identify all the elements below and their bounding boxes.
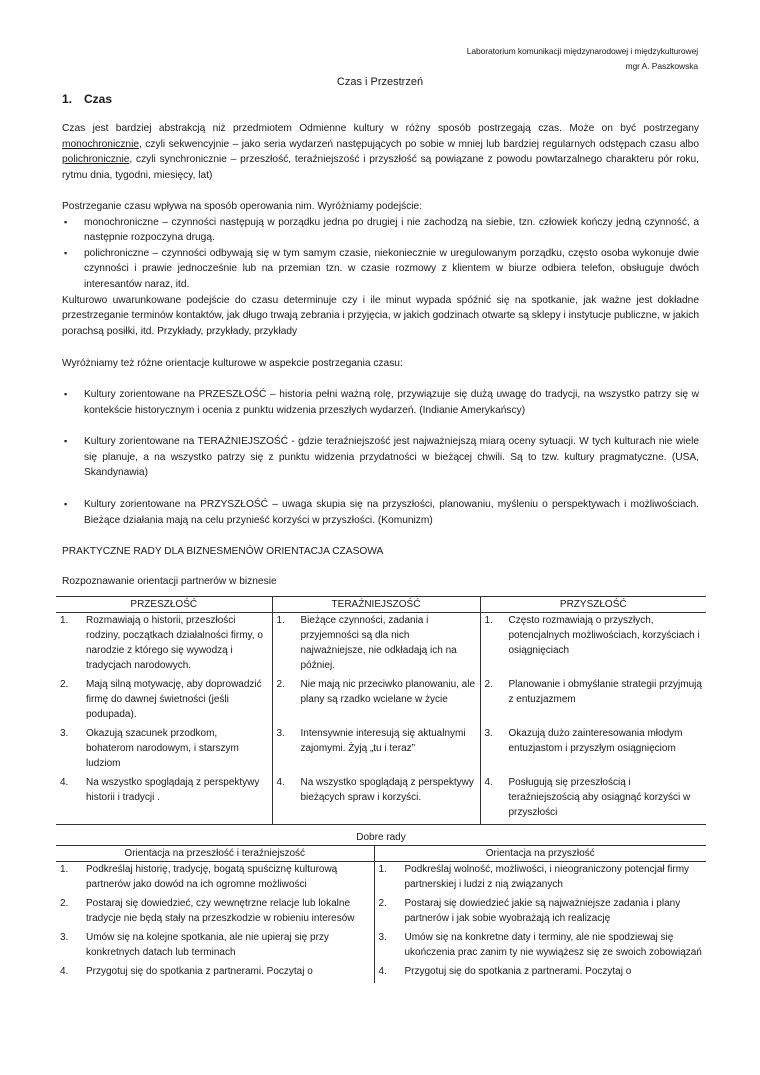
- table-row: [56, 775, 706, 825]
- table-cell: Nie mają nic przeciwko planowaniu, ale plany są rzadko wcielane w życie: [300, 679, 476, 705]
- list-item: ▪ monochroniczne – czynności następują w porządku jedna po drugiej i nie zachodzą na siebie, tzn. człowiek kończy jedną czynność, a następnie rozpoczyna drugą.: [62, 215, 699, 246]
- table-cell: Intensywnie interesują się aktualnymi zajomymi. Żyją „tu i teraz”: [300, 728, 466, 754]
- list-item: ▪ Kultury zorientowane na TERAŹNIEJSZOŚĆ - gdzie teraźniejszość jest najważniejszą miarą oceny sytuacji. W tych kulturach nie wiele się planuje, a na wszystko patrzy się z punktu widzenia przydatności w bieżącej chwili. Są to tzw. kultury pragmatyczne. (USA, Skandynawia): [62, 434, 699, 481]
- item-number: 3.: [484, 728, 493, 739]
- column-header-past-present: Orientacja na przeszłość i teraźniejszość: [56, 846, 374, 862]
- table-row: [56, 726, 706, 775]
- item-number: 2.: [60, 898, 69, 909]
- orientation-table: [56, 596, 706, 825]
- item-number: 1.: [378, 864, 387, 875]
- table-cell: Okazują dużo zainteresowania młodym entuzjastom i przyszłym osiągnięciom: [508, 728, 683, 754]
- table-row: [56, 930, 706, 964]
- item-number: 4.: [60, 966, 69, 977]
- table-cell: Przygotuj się do spotkania z partnerami. Poczytaj o: [86, 966, 313, 977]
- intro-paragraph: [62, 121, 699, 183]
- table-cell: Często rozmawiają o przyszłych, potencjalnych możliwościach, korzyściach i osiągnięciach: [508, 615, 700, 656]
- table-cell: Podkreślaj historię, tradycję, bogatą spuściznę kulturową partnerów jako dowód na ich ogromne możliwości: [86, 864, 338, 890]
- orientation-past: [62, 387, 699, 418]
- table-row: [56, 964, 706, 983]
- item-number: 1.: [60, 615, 69, 626]
- item-number: 4.: [276, 777, 285, 788]
- list-item: ▪ Kultury zorientowane na PRZESZŁOŚĆ – historia pełni ważną rolę, przywiązuje się dużą uwagę do tradycji, na wszystko patrzy się w kontekście historycznym i ocenia z punktu widzenia przeszłych wydarzeń. (Indianie Amerykańscy): [62, 387, 699, 418]
- header-course: Laboratorium komunikacji międzynarodowej i międzykulturowej: [466, 46, 698, 56]
- item-number: 1.: [60, 864, 69, 875]
- item-number: 1.: [276, 615, 285, 626]
- recognition-heading: Rozpoznawanie orientacji partnerów w biznesie: [62, 576, 277, 587]
- list-item: ▪ Kultury zorientowane na PRZYSZŁOŚĆ – uwaga skupia się na przyszłości, planowaniu, myśleniu o perspektywach i możliwościach. Bieżące działania mają na celu przynieść korzyści w przyszłości. (Komunizm): [62, 497, 699, 528]
- table-cell: Posługują się przeszłością i teraźniejszością aby osiągnąć korzyści w przyszłości: [508, 777, 691, 818]
- table-row: [56, 862, 706, 897]
- culture-paragraph: Kulturowo uwarunkowane podejście do czasu determinuje czy i ile minut wypada spóźnić się na spotkanie, jak ważne jest dokładne przestrzeganie terminów kontaktów, jak długo trwają zebrania i przyjęcia, w jakich godzinach otwarte są sklepy i instytucje publiczne, w jakich porachsą posiłki, itd. Przykłady, przykłady, przykłady: [62, 294, 699, 337]
- section-title: Czas: [84, 92, 113, 106]
- intro-text-1: Czas jest bardziej abstrakcją niż przedmiotem Odmienne kultury w różny sposób postrzegają czas. Może on być postrzegany: [62, 123, 699, 134]
- item-number: 4.: [484, 777, 493, 788]
- table-cell: Bieżące czynności, zadania i przyjemności są dla nich najważniejsze, nie odkładają ich na później.: [300, 615, 457, 671]
- table-cell: Postaraj się dowiedzieć jakie są najważniejsze zadania i plany partnerów i jak sobie wyobrażają ich realizację: [404, 898, 681, 924]
- item-number: 3.: [276, 728, 285, 739]
- item-number: 1.: [484, 615, 493, 626]
- term-monochronic: monochronicznie: [62, 138, 140, 150]
- item-number: 2.: [378, 898, 387, 909]
- column-header-past: PRZESZŁOŚĆ: [56, 597, 272, 613]
- table-row: [56, 677, 706, 726]
- column-header-present: TERAŹNIEJSZOŚĆ: [272, 597, 480, 613]
- table-cell: Na wszystko spoglądają z perspektywy historii i tradycji .: [86, 777, 260, 803]
- item-number: 4.: [60, 777, 69, 788]
- table-row: [56, 613, 706, 678]
- section-number: 1.: [62, 92, 73, 106]
- table-cell: Podkreślaj wolność, możliwości, i nieograniczony potencjał firmy partnerskiej i ludzi z nią związanych: [404, 864, 690, 890]
- item-number: 3.: [378, 932, 387, 943]
- table-cell: Mają silną motywację, aby doprowadzić firmę do dawnej świetności (jeśli podupada).: [86, 679, 262, 720]
- table-cell: Rozmawiają o historii, przeszłości rodziny, początkach działalności firmy, o narodzie z którego się wywodzą i tradycjach narodowych.: [86, 615, 263, 671]
- table-row: [56, 896, 706, 930]
- table-cell: Planowanie i obmyślanie strategii przyjmują z entuzjazmem: [508, 679, 702, 705]
- document-header: [467, 44, 698, 74]
- orientation-present: [62, 434, 699, 481]
- item-number: 2.: [60, 679, 69, 690]
- table-cell: Na wszystko spoglądają z perspektywy bieżących spraw i korzyści.: [300, 777, 474, 803]
- item-number: 2.: [484, 679, 493, 690]
- advice-table: [56, 830, 706, 983]
- approach-block: [62, 199, 699, 339]
- column-header-future: PRZYSZŁOŚĆ: [480, 597, 706, 613]
- item-number: 3.: [60, 728, 69, 739]
- table-cell: Umów się na kolejne spotkania, ale nie upieraj się przy konkretnych datach lub terminach: [86, 932, 329, 958]
- orientation-future: [62, 497, 699, 528]
- advice-heading: PRAKTYCZNE RADY DLA BIZNESMENÓW ORIENTACJA CZASOWA: [62, 546, 384, 557]
- approach-list: [62, 215, 699, 293]
- intro-text-3: , czyli synchronicznie – przeszłość, teraźniejszość i przyszłość są powiązane z powodu powtarzalnego charakteru pór roku, rytmu dnia, tygodni, miesięcy, lat): [62, 154, 699, 181]
- item-number: 3.: [60, 932, 69, 943]
- header-author: mgr A. Paszkowska: [625, 61, 698, 71]
- intro-text-2: , czyli sekwencyjnie – jako seria wydarzeń następujących po sobie w mniej lub bardziej regularnych odstępach czasu albo: [139, 138, 699, 150]
- table-cell: Przygotuj się do spotkania z partnerami. Poczytaj o: [404, 966, 632, 977]
- orientations-intro: Wyróżniamy też różne orientacje kulturowe w aspekcie postrzegania czasu:: [62, 358, 403, 369]
- item-number: 4.: [378, 966, 387, 977]
- term-polychronic: polichronicznie: [62, 154, 130, 166]
- list-item: ▪ polichroniczne – czynności odbywają się w tym samym czasie, niekoniecznie w uregulowanym porządku, często osoba wykonuje dwie czynności i prawie jednocześnie lub na przemian tzn. w czasie rozmowy z klientem w biurze odbiera telefon, obsługuje dwóch interesantów naraz, itd.: [62, 246, 699, 293]
- approach-intro: Postrzeganie czasu wpływa na sposób operowania nim. Wyróżniamy podejście:: [62, 201, 423, 212]
- table-cell: Postaraj się dowiedzieć, czy wewnętrzne relacje lub lokalne tradycje nie będą stały na przeszkodzie w robieniu interesów: [86, 898, 355, 924]
- table-cell: Umów się na konkretne daty i terminy, ale nie spodziewaj się ukończenia prac zanim ty nie wywiążesz się ze swoich zobowiązań: [404, 932, 702, 958]
- table-cell: Okazują szacunek przodkom, bohaterom narodowym, i starszym ludziom: [86, 728, 239, 769]
- page-title: Czas i Przestrzeń: [336, 76, 424, 88]
- column-header-future: Orientacja na przyszłość: [374, 846, 706, 862]
- advice-table-caption: Dobre rady: [56, 830, 706, 846]
- item-number: 2.: [276, 679, 285, 690]
- section-heading: [62, 92, 112, 106]
